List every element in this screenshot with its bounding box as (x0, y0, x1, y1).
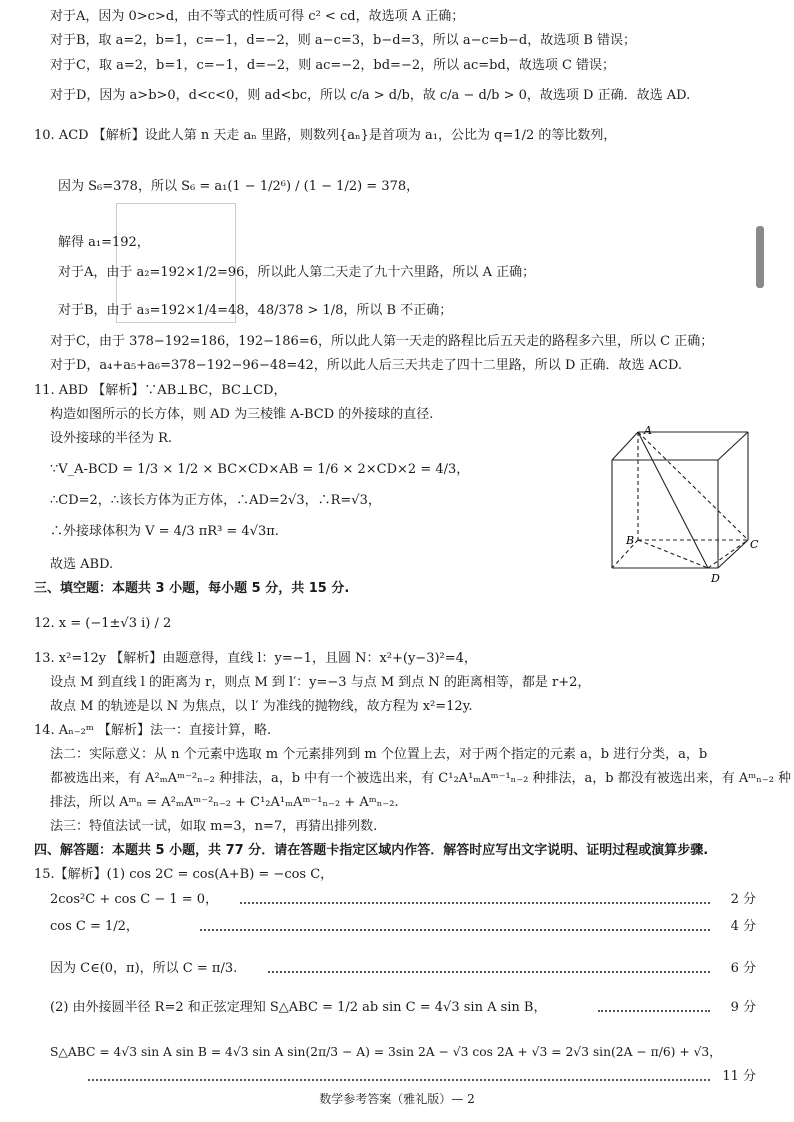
q10-a1: 解得 a₁=192， (58, 235, 150, 250)
q10-option-a: 对于A，由于 a₂=192×1/2=96，所以此人第二天走了九十六里路，所以 A 正确； (58, 265, 536, 280)
score-leader-dots (240, 902, 710, 904)
q12-answer: 12. x = (−1±√3 i) / 2 (34, 616, 172, 631)
score-9: 9 分 (730, 1000, 756, 1015)
q14-method3: 法三：特值法试一试，如取 m=3，n=7，再猜出排列数. (50, 819, 378, 834)
q15-part1: 15.【解析】(1) cos 2C = cos(A+B) = −cos C， (34, 867, 334, 882)
q11-answer: 故选 ABD. (50, 557, 114, 572)
page-footer: 数学参考答案（雅礼版）— 2 (319, 1092, 475, 1106)
q11-cd: ∴CD=2，∴该长方体为正方体，∴AD=2√3，∴R=√3， (50, 493, 381, 508)
q10-option-d: 对于D，a₄+a₅+a₆=378−192−96−48=42，所以此人后三天共走了四十二里路，所以 D 正确．故选 ACD. (50, 358, 683, 373)
q13-conclusion: 故点 M 的轨迹是以 N 为焦点，以 l′ 为准线的抛物线，故方程为 x²=12y. (50, 699, 473, 714)
score-leader-dots (268, 971, 710, 973)
q15-equation: 2cos²C + cos C − 1 = 0， (50, 892, 219, 907)
vertex-c-label: C (750, 538, 759, 551)
q10-option-b: 对于B，由于 a₃=192×1/4=48，48/378 > 1/8，所以 B 不正确； (58, 303, 453, 318)
section-3-heading: 三、填空题：本题共 3 小题，每小题 5 分，共 15 分. (34, 581, 350, 596)
score-2: 2 分 (730, 892, 756, 907)
vertex-a-label: A (644, 424, 652, 437)
score-4: 4 分 (730, 919, 756, 934)
q11-header: 11. ABD 【解析】∵AB⊥BC，BC⊥CD， (34, 383, 287, 398)
section-4-heading: 四、解答题：本题共 5 小题，共 77 分．请在答题卡指定区域内作答．解答时应写出文字说明、证明过程或演算步骤. (34, 843, 709, 858)
q15-cos-c: cos C = 1/2， (50, 919, 139, 934)
vertex-b-label: B (626, 534, 635, 547)
q10-sum: 因为 S₆=378，所以 S₆ = a₁(1 − 1/2⁶) / (1 − 1/2) = 378， (58, 179, 420, 194)
score-6: 6 分 (730, 961, 756, 976)
q15-part2: (2) 由外接圆半径 R=2 和正弦定理知 S△ABC = 1/2 ab sin C = 4√3 sin A sin B， (50, 1000, 547, 1015)
score-11: 11 分 (722, 1069, 756, 1084)
q14-header: 14. Aₙ₋₂ᵐ 【解析】法一：直接计算，略. (34, 723, 272, 738)
q11-construct: 构造如图所示的长方体，则 AD 为三棱锥 A-BCD 的外接球的直径. (50, 407, 434, 422)
q15-area-expr: S△ABC = 4√3 sin A sin B = 4√3 sin A sin(2π/3 − A) = 3sin 2A − √3 cos 2A + √3 = 2√3 sin(2A − π/6) + √3， (50, 1045, 722, 1059)
line-9b: 对于B，取 a=2，b=1，c=−1，d=−2，则 a−c=3，b−d=3，所以 a−c=b−d，故选项 B 错误； (50, 33, 637, 48)
q14-method2-b: 都被选出来，有 A²ₘAᵐ⁻²ₙ₋₂ 种排法，a，b 中有一个被选出来，有 C¹₂A¹ₘAᵐ⁻¹ₙ₋₂ 种排法，a，b 都没有被选出来，有 Aᵐₙ₋₂ 种 (50, 771, 792, 786)
score-leader-dots (200, 929, 710, 931)
q10-header: 10. ACD 【解析】设此人第 n 天走 aₙ 里路，则数列{aₙ}是首项为 a₁，公比为 q=1/2 的等比数列， (34, 128, 617, 143)
q13-distance: 设点 M 到直线 l 的距离为 r，则点 M 到 l′：y=−3 与点 M 到点 N 的距离相等，都是 r+2， (50, 675, 591, 690)
q14-method2-c: 排法，所以 Aᵐₙ = A²ₘAᵐ⁻²ₙ₋₂ + C¹₂A¹ₘAᵐ⁻¹ₙ₋₂ + Aᵐₙ₋₂. (50, 795, 399, 810)
q10-option-c: 对于C，由于 378−192=186，192−186=6，所以此人第一天走的路程比后五天走的路程多六里，所以 C 正确； (50, 334, 714, 349)
line-9a: 对于A，因为 0>c>d，由不等式的性质可得 c² < cd，故选项 A 正确； (50, 9, 465, 24)
q11-volume: ∵V_A-BCD = 1/3 × 1/2 × BC×CD×AB = 1/6 × 2×CD×2 = 4/3， (50, 462, 470, 477)
score-leader-dots (598, 1010, 710, 1012)
line-9d: 对于D，因为 a>b>0，d<c<0，则 ad<bc，所以 c/a > d/b，故 c/a − d/b > 0，故选项 D 正确．故选 AD. (50, 88, 691, 103)
q13-header: 13. x²=12y 【解析】由题意得，直线 l：y=−1，且圆 N：x²+(y−3)²=4， (34, 651, 477, 666)
q11-sphere: ∴外接球体积为 V = 4/3 πR³ = 4√3π. (50, 524, 279, 539)
cube-figure (600, 422, 770, 587)
q15-c-value: 因为 C∈(0，π)，所以 C = π/3. (50, 961, 238, 976)
scrollbar-thumb[interactable] (756, 226, 764, 288)
q14-method2-a: 法二：实际意义：从 n 个元素中选取 m 个元素排列到 m 个位置上去，对于两个指定的元素 a，b 进行分类，a，b (50, 747, 708, 762)
score-leader-dots (88, 1079, 710, 1081)
vertex-d-label: D (711, 572, 720, 585)
line-9c: 对于C，取 a=2，b=1，c=−1，d=−2，则 ac=−2，bd=−2，所以 ac=bd，故选项 C 错误； (50, 58, 616, 73)
q11-radius: 设外接球的半径为 R. (50, 431, 173, 446)
